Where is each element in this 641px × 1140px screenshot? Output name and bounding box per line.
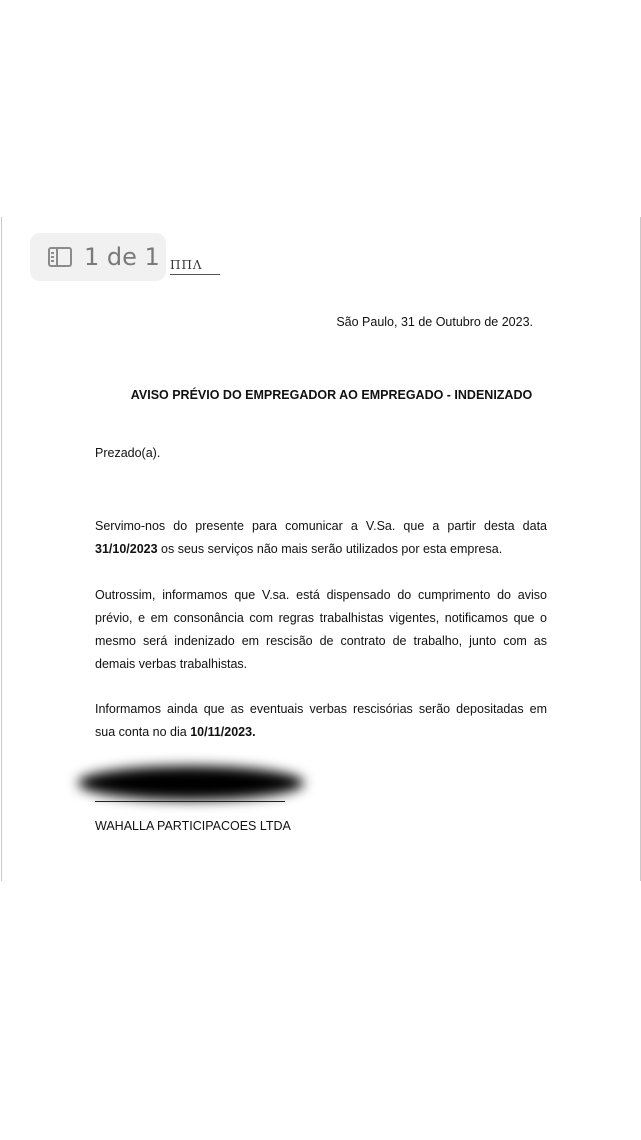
greeting: Prezado(a). bbox=[95, 446, 161, 460]
paragraph-3-date: 10/11/2023. bbox=[190, 725, 256, 739]
page-counter: 1 de 1 bbox=[84, 243, 160, 271]
paragraph-3-start: Informamos ainda que as eventuais verbas rescisórias serão depositadas em sua conta no dia bbox=[95, 702, 547, 739]
signature-line bbox=[95, 801, 285, 802]
page-indicator[interactable] bbox=[30, 233, 166, 281]
paragraph-1 bbox=[95, 515, 547, 561]
company-name: WAHALLA PARTICIPACOES LTDA bbox=[95, 819, 291, 833]
paragraph-1-date: 31/10/2023 bbox=[95, 542, 158, 556]
letter-title: AVISO PRÉVIO DO EMPREGADOR AO EMPREGADO - INDENIZADO bbox=[130, 388, 533, 402]
date-line: São Paulo, 31 de Outubro de 2023. bbox=[336, 315, 533, 329]
sidebar-icon[interactable] bbox=[48, 247, 72, 267]
paragraph-1-end: os seus serviços não mais serão utilizados por esta empresa. bbox=[157, 542, 503, 556]
paragraph-1-start: Servimo-nos do presente para comunicar a V.Sa. que a partir desta data bbox=[95, 519, 547, 533]
paragraph-3 bbox=[95, 698, 547, 744]
paragraph-2: Outrossim, informamos que V.sa. está dispensado do cumprimento do aviso prévio, e em consonância com regras trabalhistas vigentes, notificamos que o mesmo será indenizado em rescisão de contrato de trabalho, junto com as demais verbas trabalhistas. bbox=[95, 588, 547, 671]
redacted-signature bbox=[78, 766, 304, 800]
letterhead-mark: ΠΠΛ bbox=[170, 258, 220, 275]
